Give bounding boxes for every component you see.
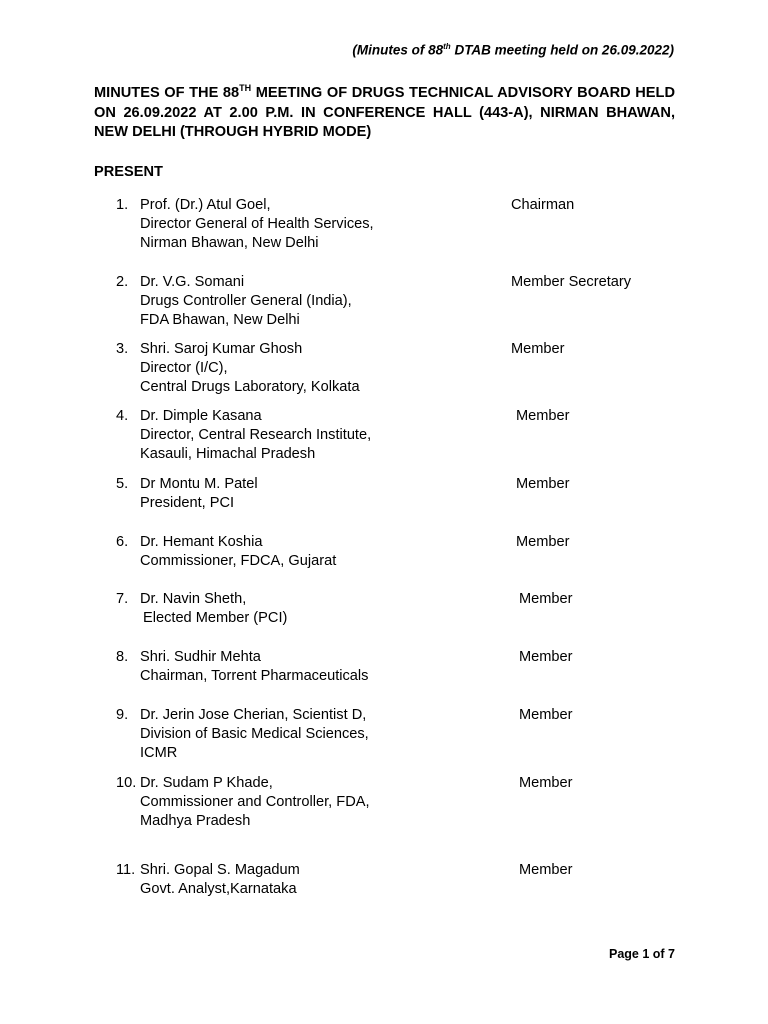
member-name: Shri. Saroj Kumar Ghosh [140, 341, 303, 357]
member-detail: Director General of Health Services, [140, 216, 374, 232]
member-number: 5. [116, 476, 129, 492]
member-role: Member [519, 707, 573, 723]
member-name: Dr. Hemant Koshia [140, 534, 263, 550]
member-name: Dr. Sudam P Khade, [140, 775, 273, 791]
member-detail: Central Drugs Laboratory, Kolkata [140, 379, 360, 395]
member-name: Dr Montu M. Patel [140, 476, 258, 492]
member-role: Member [516, 408, 570, 424]
member-detail: Chairman, Torrent Pharmaceuticals [140, 668, 369, 684]
member-number: 9. [116, 707, 129, 723]
member-name: Dr. V.G. Somani [140, 274, 245, 290]
member-detail: Director (I/C), [140, 360, 228, 376]
member-role: Member [519, 862, 573, 878]
header-note-sup: th [443, 42, 451, 51]
page-number: Page 1 of 7 [609, 947, 675, 961]
member-name: Prof. (Dr.) Atul Goel, [140, 197, 271, 213]
member-role: Member [519, 649, 573, 665]
header-note [352, 42, 674, 58]
member-detail: Commissioner and Controller, FDA, [140, 794, 370, 810]
member-number: 10. [116, 775, 137, 791]
member-number: 1. [116, 197, 129, 213]
member-detail: Nirman Bhawan, New Delhi [140, 235, 319, 251]
member-name: Shri. Sudhir Mehta [140, 649, 261, 665]
member-detail: Drugs Controller General (India), [140, 293, 352, 309]
member-name: Dr. Navin Sheth, [140, 591, 247, 607]
member-role: Member [516, 476, 570, 492]
header-note-suffix: DTAB meeting held on 26.09.2022) [450, 42, 674, 58]
member-detail: FDA Bhawan, New Delhi [140, 312, 300, 328]
member-role: Member [519, 591, 573, 607]
member-role: Chairman [511, 197, 575, 213]
member-role: Member [519, 775, 573, 791]
member-detail: President, PCI [140, 495, 235, 511]
present-heading: PRESENT [94, 164, 163, 180]
member-detail: ICMR [140, 745, 178, 761]
member-role: Member [511, 341, 565, 357]
member-number: 3. [116, 341, 129, 357]
title-part1: MINUTES OF THE 88 [94, 85, 240, 101]
member-number: 11. [116, 862, 136, 878]
member-role: Member Secretary [511, 274, 632, 290]
document-title [94, 84, 675, 143]
member-detail: Elected Member (PCI) [143, 610, 288, 626]
member-detail: Director, Central Research Institute, [140, 427, 372, 443]
member-number: 2. [116, 274, 129, 290]
member-name: Shri. Gopal S. Magadum [140, 862, 300, 878]
member-name: Dr. Jerin Jose Cherian, Scientist D, [140, 707, 367, 723]
member-detail: Division of Basic Medical Sciences, [140, 726, 369, 742]
member-detail: Kasauli, Himachal Pradesh [140, 446, 316, 462]
member-number: 4. [116, 408, 129, 424]
member-detail: Madhya Pradesh [140, 813, 251, 829]
member-detail: Govt. Analyst,Karnataka [140, 881, 297, 897]
member-detail: Commissioner, FDCA, Gujarat [140, 553, 337, 569]
member-number: 8. [116, 649, 129, 665]
header-note-prefix: (Minutes of 88 [352, 42, 444, 58]
title-part2: MEETING OF DRUGS TECHNICAL ADVISORY BOARD HELD ON 26.09.2022 AT 2.00 P.M. IN CONFERENCE HALL (443-A), NIRMAN BHAWAN, NEW DELHI (THROUGH HYBRID MODE) [94, 85, 675, 141]
title-sup: TH [239, 83, 252, 94]
member-name: Dr. Dimple Kasana [140, 408, 262, 424]
member-role: Member [516, 534, 570, 550]
member-number: 6. [116, 534, 129, 550]
member-number: 7. [116, 591, 129, 607]
